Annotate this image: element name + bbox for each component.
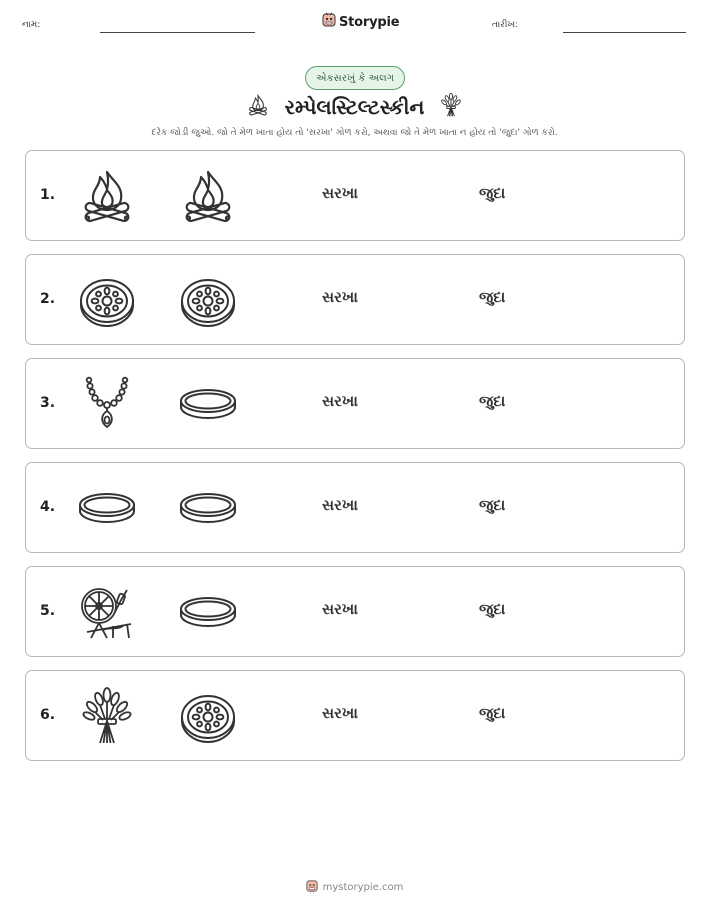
campfire-icon	[77, 166, 137, 226]
same-option[interactable]: સરખા	[322, 600, 358, 618]
brand-name: Storypie	[339, 14, 400, 30]
question-row	[25, 358, 685, 449]
date-label: તારીખ:	[492, 20, 518, 30]
different-option[interactable]: જુદા	[479, 496, 506, 514]
wheat-sheaf-icon	[77, 686, 137, 746]
gold-coin-icon	[178, 686, 238, 746]
ring-icon	[178, 478, 238, 538]
question-row	[25, 566, 685, 657]
necklace-icon	[77, 374, 137, 434]
footer	[0, 879, 709, 896]
title-row	[0, 90, 709, 124]
wheat-sheaf-icon	[438, 90, 464, 124]
same-option[interactable]: સરખા	[322, 184, 358, 202]
question-row	[25, 254, 685, 345]
date-line[interactable]	[563, 32, 686, 33]
campfire-icon	[245, 92, 271, 122]
spinning-wheel-icon	[77, 582, 137, 642]
gold-coin-icon	[178, 270, 238, 330]
question-row	[25, 670, 685, 761]
question-number: 3.	[40, 395, 56, 411]
question-number: 5.	[40, 603, 56, 619]
same-option[interactable]: સરખા	[322, 704, 358, 722]
question-list	[25, 150, 685, 774]
question-number: 6.	[40, 707, 56, 723]
ring-icon	[77, 478, 137, 538]
same-option[interactable]: સરખા	[322, 288, 358, 306]
name-label: નામ:	[22, 20, 41, 30]
name-line[interactable]	[100, 32, 255, 33]
storypie-mascot-icon	[306, 879, 318, 896]
storypie-logo	[322, 12, 399, 32]
ring-icon	[178, 582, 238, 642]
storypie-mascot-icon	[322, 12, 336, 32]
campfire-icon	[178, 166, 238, 226]
same-option[interactable]: સરખા	[322, 496, 358, 514]
worksheet-type-badge: એકસરખું કે અલગ	[305, 66, 405, 90]
different-option[interactable]: જુદા	[479, 288, 506, 306]
worksheet-title: રમ્પેલસ્ટિલ્ટસ્કીન	[284, 95, 425, 119]
question-number: 2.	[40, 291, 56, 307]
question-number: 1.	[40, 187, 56, 203]
question-row	[25, 462, 685, 553]
different-option[interactable]: જુદા	[479, 392, 506, 410]
different-option[interactable]: જુદા	[479, 600, 506, 618]
different-option[interactable]: જુદા	[479, 184, 506, 202]
same-option[interactable]: સરખા	[322, 392, 358, 410]
instructions: દરેક જોડી જુઓ. જો તે મેળ ખાતા હોય તો 'સરખા' ગોળ કરો, અથવા જો તે મેળ ખાતા ન હોય તો 'જુદા' ગોળ કરો.	[151, 128, 558, 138]
ring-icon	[178, 374, 238, 434]
question-number: 4.	[40, 499, 56, 515]
different-option[interactable]: જુદા	[479, 704, 506, 722]
gold-coin-icon	[77, 270, 137, 330]
footer-site: mystorypie.com	[322, 882, 404, 893]
question-row	[25, 150, 685, 241]
